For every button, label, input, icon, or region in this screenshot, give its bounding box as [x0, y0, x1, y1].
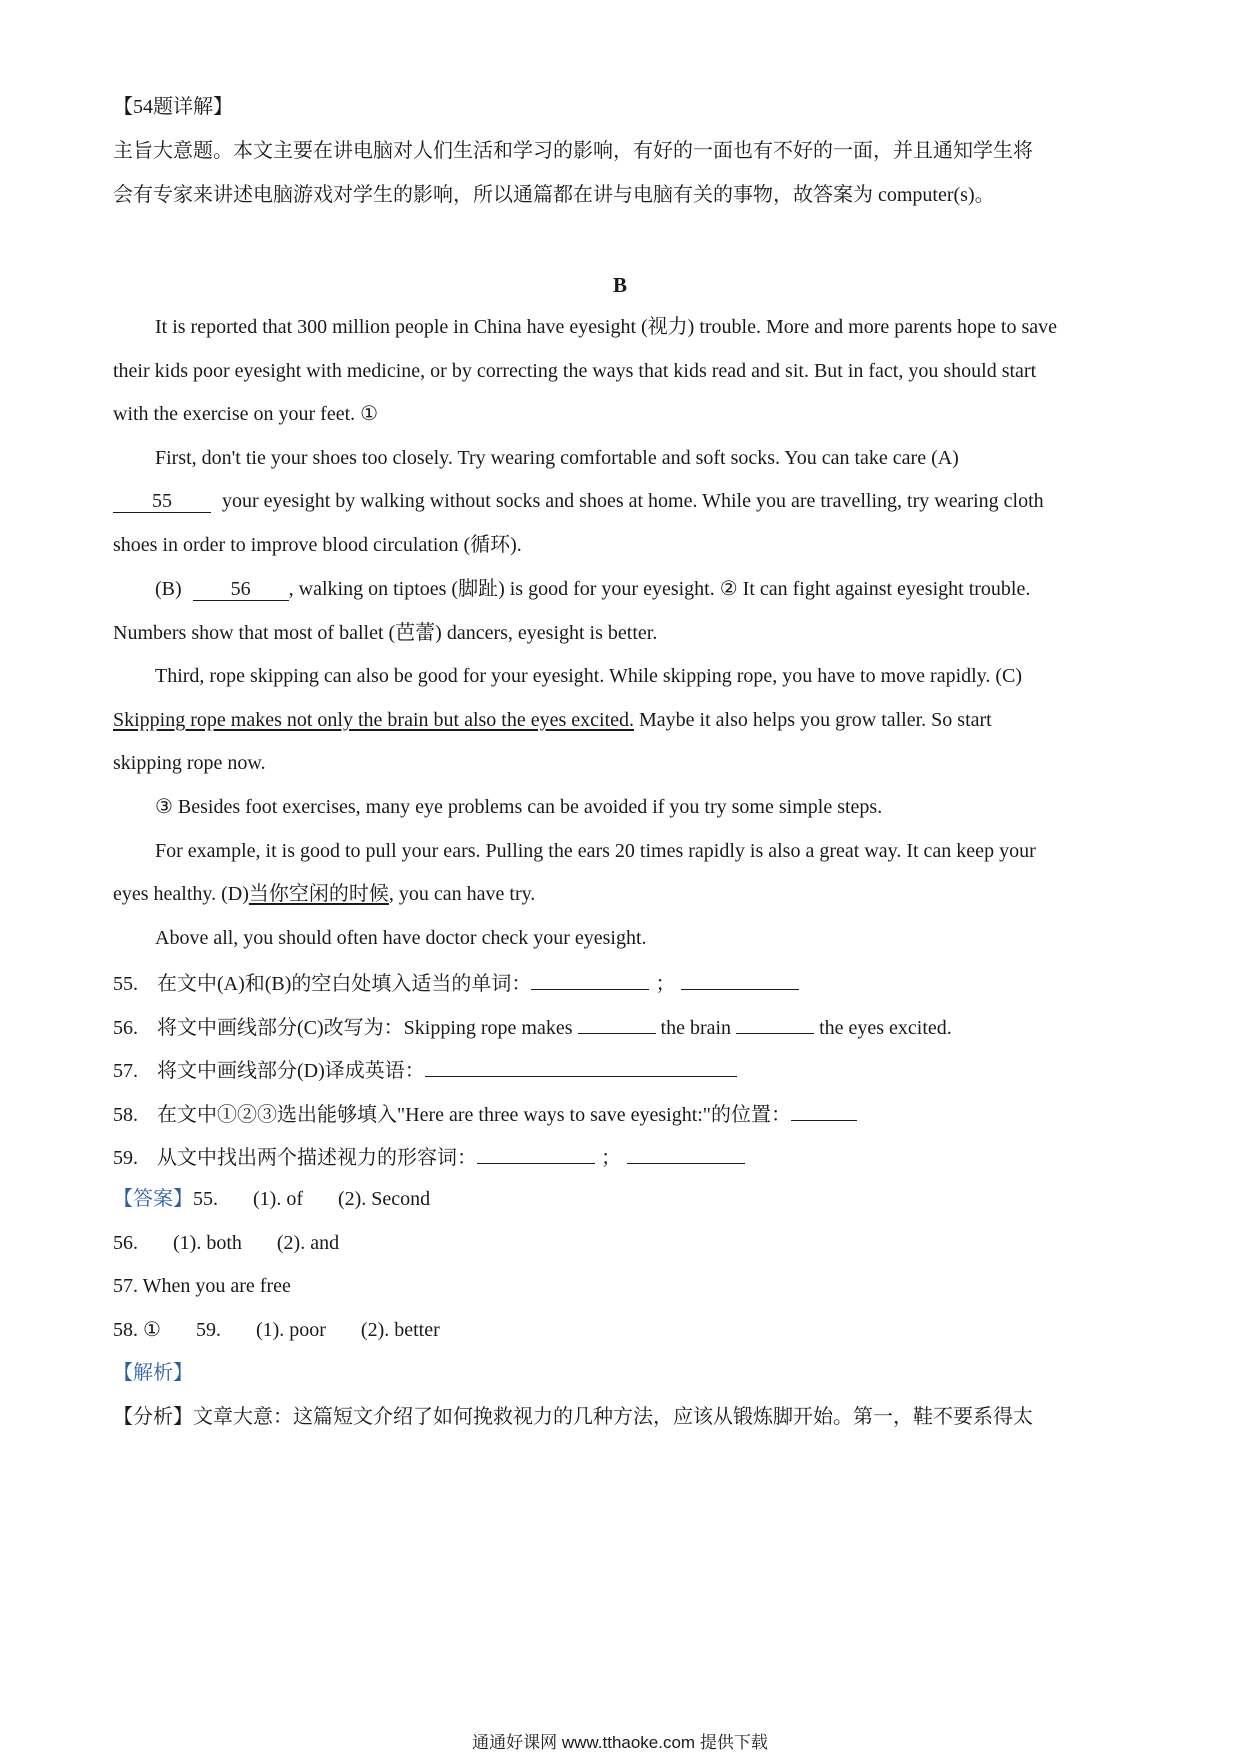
answer-number: 59. — [195, 1319, 221, 1341]
answer-blank — [736, 1011, 814, 1034]
passage-p2-line-1: First, don't tie your shoes too closely. Try wearing comfortable and soft socks. You can take care (A) — [155, 447, 959, 469]
passage-p4-line-1: Third, rope skipping can also be good for your eyesight. While skipping rope, you have to move rapidly. (C) — [155, 665, 1023, 687]
question-number: 59. — [113, 1147, 138, 1169]
question-number: 56. — [113, 1017, 138, 1039]
answer-number: 55. — [193, 1188, 218, 1210]
q54-heading: 【54题详解】 — [113, 96, 233, 118]
question-text: 将文中画线部分(C)改写为：Skipping rope makes — [157, 1017, 573, 1039]
blank-56: 56 — [193, 578, 289, 601]
answer-part-1: (1). both — [173, 1232, 242, 1254]
answer-blank — [578, 1011, 656, 1034]
question-mid-text: the brain — [660, 1017, 732, 1039]
answer-58-59 — [113, 1316, 1133, 1344]
passage-p1-line-2: their kids poor eyesight with medicine, or by correcting the ways that kids read and sit. But in fact, you should start — [113, 360, 1037, 382]
answer-58: 58. ① — [113, 1319, 161, 1341]
passage-p7: Above all, you should often have doctor check your eyesight. — [155, 927, 647, 949]
passage-title: B — [612, 273, 627, 297]
fenxi-text: 文章大意：这篇短文介绍了如何挽救视力的几种方法，应该从锻炼脚开始。第一，鞋不要系得太 — [193, 1406, 1033, 1428]
separator: ； — [601, 1147, 621, 1169]
question-56 — [113, 1011, 1133, 1042]
question-number: 55. — [113, 973, 138, 995]
answer-57: 57. When you are free — [113, 1275, 291, 1297]
fenxi-label: 【分析】 — [113, 1406, 193, 1428]
q54-explanation-line-2: 会有专家来讲述电脑游戏对学生的影响，所以通篇都在讲与电脑有关的事物，故答案为 computer(s)。 — [113, 184, 995, 206]
passage-p6-line-2-pre: eyes healthy. (D) — [113, 883, 249, 905]
passage-p2-line-3: shoes in order to improve blood circulation (循环). — [113, 534, 522, 556]
fenxi-line — [113, 1403, 1133, 1431]
q54-explanation-line-1: 主旨大意题。本文主要在讲电脑对人们生活和学习的影响，有好的一面也有不好的一面，并且通知学生将 — [113, 140, 1033, 162]
passage-p2-line-2-text: your eyesight by walking without socks and shoes at home. While you are travelling, try wearing cloth — [222, 490, 1044, 512]
passage-p3-line-2: Numbers show that most of ballet (芭蕾) dancers, eyesight is better. — [113, 622, 658, 644]
answer-part-2: (2). Second — [337, 1188, 431, 1210]
answer-number: 56. — [113, 1232, 138, 1254]
answer-blank — [791, 1098, 857, 1121]
passage-p3-line-1-text: , walking on tiptoes (脚趾) is good for your eyesight. ② It can fight against eyesight trouble. — [288, 578, 1031, 600]
passage-p2-line-2 — [113, 487, 1133, 515]
passage-p6-line-1: For example, it is good to pull your ears. Pulling the ears 20 times rapidly is also a great way. It can keep your — [155, 840, 1036, 862]
passage-p4-line-3: skipping rope now. — [113, 752, 266, 774]
passage-p6-line-2-post: , you can have try. — [388, 883, 536, 905]
answer-56 — [113, 1229, 1133, 1257]
page-footer: 通通好课网 www.tthaoke.com 提供下载 — [472, 1733, 768, 1752]
answer-label: 【答案】 — [113, 1188, 193, 1210]
answer-blank — [477, 1141, 595, 1164]
question-59 — [113, 1141, 1133, 1172]
question-number: 58. — [113, 1104, 138, 1126]
answer-blank — [531, 967, 649, 990]
passage-p4-line-2 — [113, 706, 1133, 734]
passage-p6-line-2 — [113, 880, 1133, 908]
question-55 — [113, 967, 1133, 998]
passage-p1-line-3: with the exercise on your feet. ① — [113, 403, 379, 425]
question-58 — [113, 1098, 1133, 1129]
question-end-text: the eyes excited. — [819, 1017, 952, 1039]
question-text: 在文中(A)和(B)的空白处填入适当的单词： — [157, 973, 532, 995]
answer-part-2: (2). better — [360, 1319, 440, 1341]
passage-p5: ③ Besides foot exercises, many eye problems can be avoided if you try some simple steps. — [155, 796, 883, 818]
question-text: 从文中找出两个描述视力的形容词： — [157, 1147, 477, 1169]
question-number: 57. — [113, 1060, 138, 1082]
question-text: 将文中画线部分(D)译成英语： — [157, 1060, 425, 1082]
answer-55 — [113, 1185, 1133, 1213]
answer-part-2: (2). and — [276, 1232, 340, 1254]
marker-b: (B) — [155, 578, 182, 600]
question-text: 在文中①②③选出能够填入"Here are three ways to save eyesight:"的位置： — [157, 1104, 791, 1126]
answer-blank — [681, 967, 799, 990]
passage-p4-line-2-rest: Maybe it also helps you grow taller. So start — [634, 709, 992, 731]
question-57 — [113, 1054, 1133, 1085]
passage-p3-line-1 — [155, 575, 1175, 603]
answer-part-1: (1). poor — [255, 1319, 326, 1341]
blank-55: 55 — [113, 490, 211, 513]
underlined-phrase-d: 当你空闲的时候 — [248, 883, 389, 905]
answer-blank — [425, 1054, 737, 1077]
passage-p1-line-1: It is reported that 300 million people in China have eyesight (视力) trouble. More and more parents hope to save — [155, 316, 1057, 338]
separator: ； — [655, 973, 676, 995]
underlined-sentence-c: Skipping rope makes not only the brain but also the eyes excited. — [113, 709, 634, 731]
answer-part-1: (1). of — [253, 1188, 303, 1210]
answer-blank — [627, 1141, 745, 1164]
analysis-label: 【解析】 — [113, 1362, 193, 1384]
